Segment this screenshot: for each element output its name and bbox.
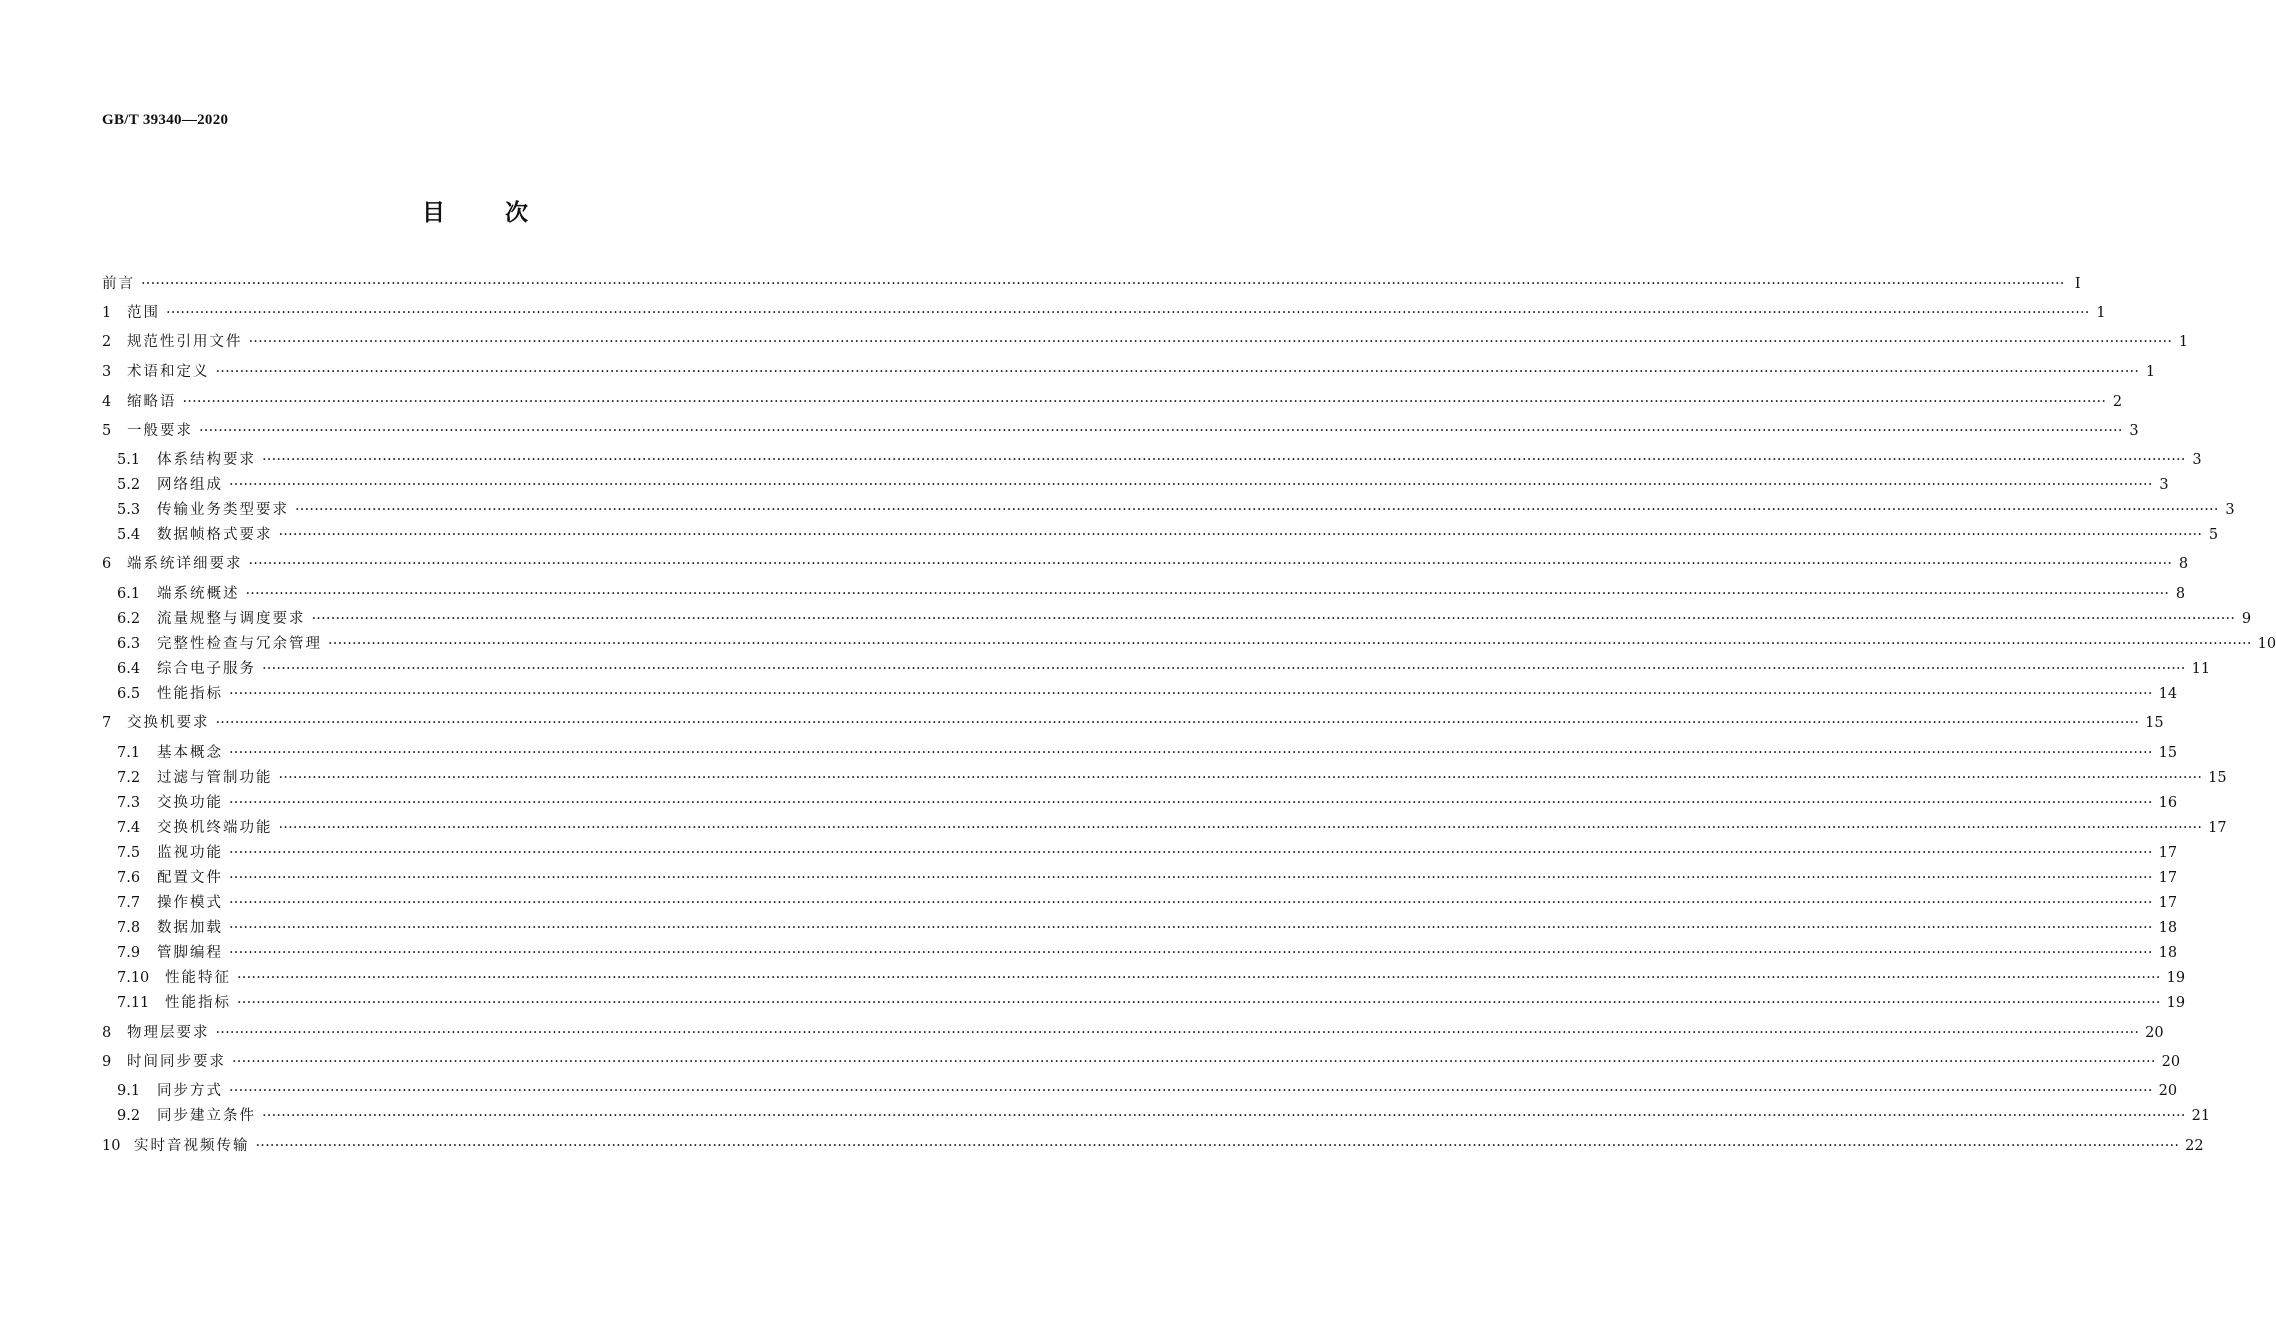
toc-entry[interactable] — [117, 1081, 2178, 1101]
toc-leader-dots: ················································································································································································································································································································································································································ — [229, 845, 2153, 861]
standard-code: GB/T 39340—2020 — [102, 112, 229, 128]
toc-entry-page: 8 — [2175, 586, 2186, 602]
toc-entry-page: 8 — [2178, 556, 2189, 572]
toc-entry-page: 16 — [2158, 795, 2178, 811]
toc-entry[interactable] — [102, 713, 2164, 733]
toc-entry[interactable] — [117, 743, 2178, 763]
toc-entry-number: 7.1 — [117, 745, 141, 761]
page-title — [0, 194, 950, 227]
toc-entry-page: 14 — [2158, 686, 2178, 702]
toc-entry-number: 7.7 — [117, 895, 141, 911]
toc-entry[interactable] — [102, 274, 2081, 294]
toc-leader-dots: ················································································································································································································································································································································································································ — [141, 276, 2065, 292]
toc-entry-page: 10 — [2257, 636, 2276, 652]
toc-entry-number: 6 — [102, 556, 112, 572]
toc-entry-page: 15 — [2208, 770, 2227, 786]
toc-entry-label: 范围 — [127, 305, 160, 321]
toc-entry-page: 2 — [2112, 394, 2123, 410]
toc-entry[interactable] — [117, 818, 2227, 838]
toc-leader-dots: ················································································································································································································································································································································································································ — [182, 394, 2107, 410]
toc-leader-dots: ················································································································································································································································································································································································································ — [278, 820, 2203, 836]
toc-entry-number: 7.4 — [117, 820, 141, 836]
toc-entry-page: 19 — [2166, 995, 2186, 1011]
toc-leader-dots: ················································································································································································································································································································································································································ — [278, 527, 2203, 543]
toc-leader-dots: ················································································································································································································································································································································································································ — [278, 770, 2203, 786]
toc-entry-number: 6.1 — [117, 586, 141, 602]
toc-entry-label: 术语和定义 — [127, 364, 210, 380]
toc-entry[interactable] — [117, 918, 2178, 938]
toc-entry-label: 前言 — [102, 276, 135, 292]
toc-leader-dots: ················································································································································································································································································································································································································ — [295, 502, 2219, 518]
toc-entry-number: 7.9 — [117, 945, 141, 961]
toc-entry[interactable] — [117, 943, 2178, 963]
toc-leader-dots: ················································································································································································································································································································································································································ — [232, 1054, 2156, 1070]
toc-entry-page: 17 — [2158, 845, 2178, 861]
toc-leader-dots: ················································································································································································································································································································································································································ — [199, 423, 2123, 439]
toc-entry-label: 端系统概述 — [157, 586, 240, 602]
toc-entry-label: 配置文件 — [157, 870, 223, 886]
toc-leader-dots: ················································································································································································································································································································································································································ — [237, 995, 2161, 1011]
toc-leader-dots: ················································································································································································································································································································································································································ — [215, 364, 2140, 380]
toc-entry-label: 物理层要求 — [127, 1025, 210, 1041]
toc-entry-number: 5 — [102, 423, 112, 439]
toc-entry-page: 9 — [2241, 611, 2252, 627]
toc-entry[interactable] — [102, 1052, 2181, 1072]
toc-entry-number: 7.3 — [117, 795, 141, 811]
toc-entry-page: 3 — [2192, 452, 2202, 468]
toc-entry-page: 22 — [2185, 1138, 2204, 1154]
toc-entry-page: 3 — [2159, 477, 2169, 493]
toc-entry-page: 15 — [2158, 745, 2178, 761]
toc-entry-label: 交换机终端功能 — [157, 820, 273, 836]
toc-entry-number: 8 — [102, 1025, 112, 1041]
toc-leader-dots: ················································································································································································································································································································································································································ — [229, 477, 2153, 493]
toc-entry-label: 交换机要求 — [127, 715, 210, 731]
toc-entry-label: 基本概念 — [157, 745, 223, 761]
toc-entry[interactable] — [117, 843, 2178, 863]
toc-leader-dots: ················································································································································································································································································································································································································ — [248, 334, 2173, 350]
toc-entry-number: 5.2 — [117, 477, 141, 493]
toc-entry-label: 端系统详细要求 — [127, 556, 243, 572]
toc-entry-page: 17 — [2158, 895, 2178, 911]
toc-entry-number: 9.1 — [117, 1083, 141, 1099]
toc-entry-page: 3 — [2129, 423, 2139, 439]
title-char-2: 次 — [505, 200, 528, 226]
toc-entry-page: 1 — [2178, 334, 2189, 350]
toc-entry-page: 5 — [2208, 527, 2219, 543]
toc-entry-number: 9.2 — [117, 1108, 141, 1124]
toc-entry-number: 3 — [102, 364, 112, 380]
toc-entry[interactable] — [117, 475, 2169, 495]
toc-leader-dots: ················································································································································································································································································································································································································ — [229, 795, 2153, 811]
toc-entry-label: 体系结构要求 — [157, 452, 256, 468]
toc-leader-dots: ················································································································································································································································································································································································································ — [328, 636, 2252, 652]
title-char-1: 目 — [422, 200, 445, 226]
toc-leader-dots: ················································································································································································································································································································································································································ — [229, 920, 2153, 936]
toc-entry-label: 同步建立条件 — [157, 1108, 256, 1124]
toc-entry[interactable] — [117, 500, 2235, 520]
toc-entry-page: 3 — [2225, 502, 2235, 518]
toc-entry-number: 4 — [102, 394, 112, 410]
toc-entry[interactable] — [117, 684, 2178, 704]
toc-entry-label: 交换功能 — [157, 795, 223, 811]
toc-entry[interactable] — [102, 421, 2139, 441]
toc-entry[interactable] — [102, 332, 2189, 352]
toc-leader-dots: ················································································································································································································································································································································································································ — [248, 556, 2173, 572]
toc-entry-label: 时间同步要求 — [127, 1054, 226, 1070]
toc-leader-dots: ················································································································································································································································································································································································································ — [229, 745, 2153, 761]
toc-entry-number: 2 — [102, 334, 112, 350]
toc-leader-dots: ················································································································································································································································································································································································································ — [255, 1138, 2180, 1154]
toc-entry-page: 1 — [2145, 364, 2156, 380]
toc-entry-number: 7.2 — [117, 770, 141, 786]
toc-leader-dots: ················································································································································································································································································································································································································ — [262, 1108, 2186, 1124]
toc-entry-number: 6.4 — [117, 661, 141, 677]
toc-leader-dots: ················································································································································································································································································································································································································ — [229, 945, 2153, 961]
toc-leader-dots: ················································································································································································································································································································································································································ — [262, 661, 2186, 677]
toc-entry-label: 规范性引用文件 — [127, 334, 243, 350]
toc-entry-number: 7.10 — [117, 970, 150, 986]
toc-entry-label: 数据加载 — [157, 920, 223, 936]
toc-entry[interactable] — [117, 634, 2276, 654]
toc-entry-page: 20 — [2158, 1083, 2178, 1099]
toc-entry-page: 20 — [2145, 1025, 2164, 1041]
toc-entry-page: 11 — [2191, 661, 2211, 677]
toc-entry[interactable] — [117, 584, 2186, 604]
toc-entry-number: 6.2 — [117, 611, 141, 627]
toc-entry[interactable] — [117, 1106, 2211, 1126]
toc-entry[interactable] — [102, 362, 2156, 382]
toc-entry[interactable] — [102, 1023, 2164, 1043]
toc-entry-number: 7.5 — [117, 845, 141, 861]
toc-entry-number: 9 — [102, 1054, 112, 1070]
toc-entry[interactable] — [102, 1136, 2204, 1156]
toc-entry-page: 19 — [2166, 970, 2186, 986]
toc-entry-label: 传输业务类型要求 — [157, 502, 289, 518]
toc-entry-label: 管脚编程 — [157, 945, 223, 961]
toc-entry-page: 20 — [2161, 1054, 2181, 1070]
toc-entry-page: 18 — [2158, 945, 2178, 961]
toc-entry-number: 7.6 — [117, 870, 141, 886]
toc-entry-label: 同步方式 — [157, 1083, 223, 1099]
toc-entry-label: 网络组成 — [157, 477, 223, 493]
toc-entry[interactable] — [102, 303, 2106, 323]
toc-entry-number: 5.1 — [117, 452, 141, 468]
toc-entry-page: 17 — [2208, 820, 2227, 836]
toc-entry-label: 缩略语 — [127, 394, 177, 410]
toc-entry[interactable] — [117, 659, 2211, 679]
toc-entry-label: 一般要求 — [127, 423, 193, 439]
toc-entry[interactable] — [117, 450, 2202, 470]
toc-entry[interactable] — [117, 968, 2186, 988]
toc-entry-number: 6.3 — [117, 636, 141, 652]
toc-entry-number: 5.4 — [117, 527, 141, 543]
toc-entry-label: 完整性检查与冗余管理 — [157, 636, 322, 652]
toc-entry[interactable] — [117, 768, 2227, 788]
toc-entry-label: 监视功能 — [157, 845, 223, 861]
toc-leader-dots: ················································································································································································································································································································································································································ — [262, 452, 2186, 468]
toc-entry-number: 7.8 — [117, 920, 141, 936]
toc-entry[interactable] — [102, 392, 2123, 412]
toc-entry-page: 18 — [2158, 920, 2178, 936]
toc-entry-number: 7.11 — [117, 995, 150, 1011]
toc-entry-label: 综合电子服务 — [157, 661, 256, 677]
toc-entry-label: 流量规整与调度要求 — [157, 611, 306, 627]
toc-entry[interactable] — [117, 868, 2178, 888]
toc-leader-dots: ················································································································································································································································································································································································································ — [229, 870, 2153, 886]
toc-entry[interactable] — [117, 793, 2178, 813]
toc-leader-dots: ················································································································································································································································································································································································································ — [166, 305, 2090, 321]
toc-entry-label: 过滤与管制功能 — [157, 770, 273, 786]
toc-entry[interactable] — [117, 609, 2252, 629]
toc-leader-dots: ················································································································································································································································································································································································································ — [229, 895, 2153, 911]
toc-leader-dots: ················································································································································································································································································································································································································ — [229, 686, 2153, 702]
toc-entry[interactable] — [117, 893, 2178, 913]
toc-entry-page: 17 — [2158, 870, 2178, 886]
toc-leader-dots: ················································································································································································································································································································································································································ — [311, 611, 2236, 627]
toc-entry-number: 10 — [102, 1138, 121, 1154]
toc-entry-label: 操作模式 — [157, 895, 223, 911]
toc-leader-dots: ················································································································································································································································································································································································································ — [237, 970, 2161, 986]
toc-entry-label: 性能指标 — [165, 995, 231, 1011]
toc-leader-dots: ················································································································································································································································································································································································································ — [245, 586, 2170, 602]
toc-entry[interactable] — [117, 993, 2186, 1013]
toc-leader-dots: ················································································································································································································································································································································································································ — [229, 1083, 2153, 1099]
toc-entry-number: 5.3 — [117, 502, 141, 518]
toc-leader-dots: ················································································································································································································································································································································································································ — [215, 1025, 2140, 1041]
toc-entry-label: 性能特征 — [165, 970, 231, 986]
toc-entry-page: Ⅰ — [2074, 276, 2081, 292]
toc-entry-label: 数据帧格式要求 — [157, 527, 273, 543]
toc-entry-label: 性能指标 — [157, 686, 223, 702]
toc-entry-label: 实时音视频传输 — [134, 1138, 250, 1154]
toc-entry-page: 15 — [2145, 715, 2164, 731]
toc-entry[interactable] — [117, 525, 2219, 545]
toc-entry-page: 21 — [2191, 1108, 2211, 1124]
toc-entry-number: 7 — [102, 715, 112, 731]
toc-entry-number: 6.5 — [117, 686, 141, 702]
toc-entry-page: 1 — [2096, 305, 2106, 321]
toc-entry-number: 1 — [102, 305, 112, 321]
toc-entry[interactable] — [102, 554, 2189, 574]
toc-leader-dots: ················································································································································································································································································································································································································ — [215, 715, 2140, 731]
